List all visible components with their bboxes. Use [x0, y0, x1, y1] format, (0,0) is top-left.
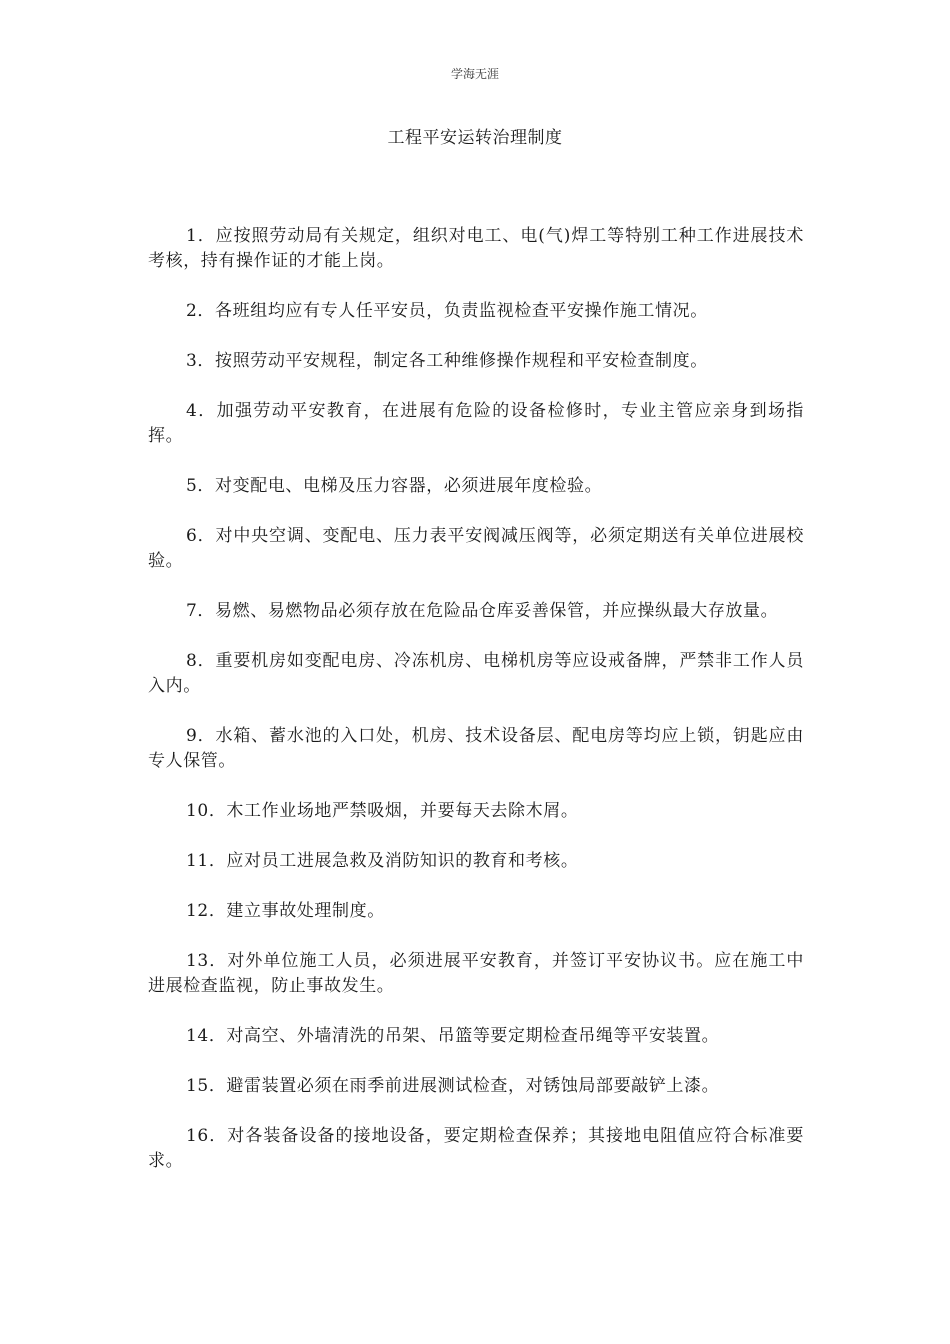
document-body	[148, 224, 804, 1199]
rule-item-11: 11．应对员工进展急救及消防知识的教育和考核。	[186, 851, 579, 871]
rule-item-16: 16．对各装备设备的接地设备，要定期检查保养；其接地电阻值应符合标准要求。	[148, 1126, 804, 1171]
rule-item-5: 5．对变配电、电梯及压力容器，必须进展年度检验。	[186, 476, 603, 496]
rule-item-3: 3．按照劳动平安规程，制定各工种维修操作规程和平安检查制度。	[186, 351, 708, 371]
rule-item-13: 13．对外单位施工人员，必须进展平安教育，并签订平安协议书。应在施工中进展检查监视，防止事故发生。	[148, 951, 804, 996]
rule-item-6: 6．对中央空调、变配电、压力表平安阀减压阀等，必须定期送有关单位进展校验。	[148, 526, 804, 571]
rule-item-8: 8．重要机房如变配电房、冷冻机房、电梯机房等应设戒备牌，严禁非工作人员入内。	[148, 651, 804, 696]
rule-item-12: 12．建立事故处理制度。	[186, 901, 385, 921]
rule-item-9: 9．水箱、蓄水池的入口处，机房、技术设备层、配电房等均应上锁，钥匙应由专人保管。	[148, 726, 804, 771]
rule-item-2: 2．各班组均应有专人任平安员，负责监视检查平安操作施工情况。	[186, 301, 708, 321]
page-header: 学海无涯	[450, 67, 499, 81]
document-title: 工程平安运转治理制度	[387, 128, 563, 148]
rule-item-14: 14．对高空、外墙清洗的吊架、吊篮等要定期检查吊绳等平安装置。	[186, 1026, 720, 1046]
rule-item-15: 15．避雷装置必须在雨季前进展测试检查，对锈蚀局部要敲铲上漆。	[186, 1076, 720, 1096]
rule-item-4: 4．加强劳动平安教育，在进展有危险的设备检修时，专业主管应亲身到场指挥。	[148, 401, 804, 446]
rule-item-10: 10．木工作业场地严禁吸烟，并要每天去除木屑。	[186, 801, 579, 821]
rule-item-1: 1．应按照劳动局有关规定，组织对电工、电(气)焊工等特别工种工作进展技术考核，持有操作证的才能上岗。	[148, 226, 804, 271]
rule-item-7: 7．易燃、易燃物品必须存放在危险品仓库妥善保管，并应操纵最大存放量。	[186, 601, 779, 621]
